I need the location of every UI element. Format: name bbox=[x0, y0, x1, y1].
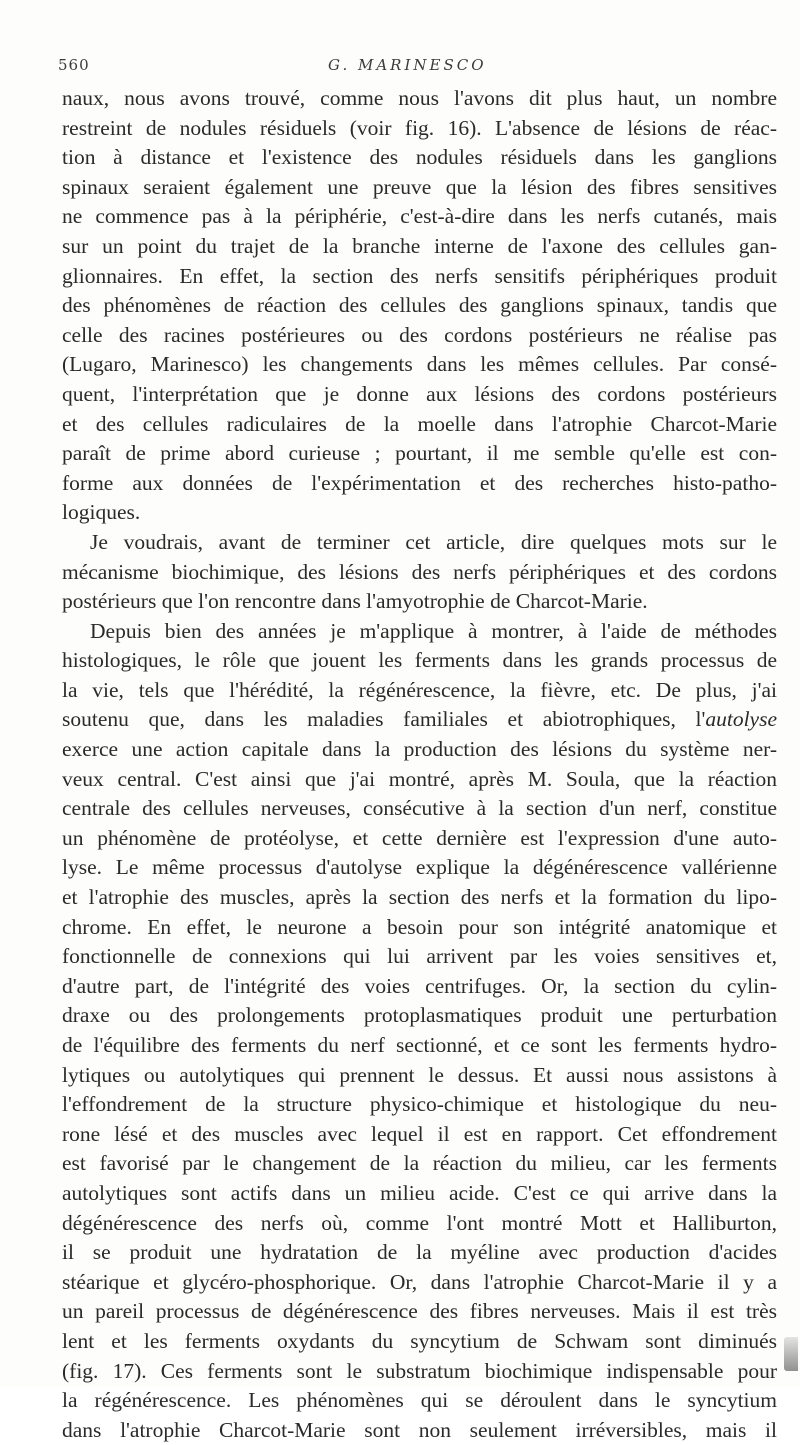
text-line: dans l'atrophie Charcot-Marie sont non seulement irréversibles, mais il bbox=[62, 1417, 777, 1442]
text-line: lytiques ou autolytiques qui prennent le dessus. Et aussi nous assistons à bbox=[62, 1062, 777, 1087]
text-line: la régénérescence. Les phénomènes qui se déroulent dans le syncytium bbox=[62, 1388, 777, 1413]
text-line: l'effondrement de la structure physico-chimique et histologique du neu- bbox=[62, 1092, 777, 1117]
page-edge-shadow bbox=[784, 1337, 798, 1371]
text-line: Depuis bien des années je m'applique à montrer, à l'aide de méthodes bbox=[90, 618, 777, 643]
emphasized-word: autolyse bbox=[705, 707, 777, 732]
body-text bbox=[62, 84, 777, 1445]
text-line: paraît de prime abord curieuse ; pourtant, il me semble qu'elle est con- bbox=[62, 441, 777, 466]
text-line: naux, nous avons trouvé, comme nous l'avons dit plus haut, un nombre bbox=[62, 86, 777, 110]
text-line: autolytiques sont actifs dans un milieu acide. C'est ce qui arrive dans la bbox=[62, 1180, 777, 1205]
paragraph bbox=[62, 617, 777, 1445]
text-line: (fig. 17). Ces ferments sont le substratum biochimique indispensable pour bbox=[62, 1358, 777, 1383]
text-line: et l'atrophie des muscles, après la section des nerfs et la formation du lipo- bbox=[62, 885, 777, 910]
text-line: veux central. C'est ainsi que j'ai montré, après M. Soula, que la réaction bbox=[62, 766, 777, 791]
text-line: fonctionnelle de connexions qui lui arrivent par les voies sensitives et, bbox=[62, 944, 777, 969]
text-line: glionnaires. En effet, la section des nerfs sensitifs périphériques produit bbox=[62, 263, 777, 288]
text-line: la vie, tels que l'hérédité, la régénérescence, la fièvre, etc. De plus, j'ai bbox=[62, 677, 777, 702]
text-line: d'autre part, de l'intégrité des voies centrifuges. Or, la section du cylin- bbox=[62, 973, 777, 998]
text-line: dégénérescence des nerfs où, comme l'ont montré Mott et Halliburton, bbox=[62, 1210, 777, 1235]
text-line: celle des racines postérieures ou des cordons postérieurs ne réalise pas bbox=[62, 322, 777, 347]
running-head: G. MARINESCO bbox=[328, 56, 487, 74]
page-header bbox=[58, 56, 738, 80]
text-line: mécanisme biochimique, des lésions des nerfs périphériques et des cordons bbox=[62, 559, 777, 584]
text-line: tion à distance et l'existence des nodules résiduels dans les ganglions bbox=[62, 145, 777, 170]
text-line: et des cellules radiculaires de la moelle dans l'atrophie Charcot-Marie bbox=[62, 411, 777, 436]
text-line: histologiques, le rôle que jouent les ferments dans les grands processus de bbox=[62, 648, 777, 673]
text-line: rone lésé et des muscles avec lequel il est en rapport. Cet effondrement bbox=[62, 1121, 777, 1146]
text-line: lent et les ferments oxydants du syncytium de Schwam sont diminués bbox=[62, 1328, 777, 1353]
page-number: 560 bbox=[58, 56, 90, 74]
text-line: un pareil processus de dégénérescence des fibres nerveuses. Mais il est très bbox=[62, 1299, 777, 1324]
text-line: Je voudrais, avant de terminer cet article, dire quelques mots sur le bbox=[90, 529, 777, 554]
text-line: chrome. En effet, le neurone a besoin pour son intégrité anatomique et bbox=[62, 914, 777, 939]
paragraph bbox=[62, 528, 777, 617]
text-line: draxe ou des prolongements protoplasmatiques produit une perturbation bbox=[62, 1003, 777, 1028]
text-line: logiques. bbox=[62, 500, 141, 525]
text-line: (Lugaro, Marinesco) les changements dans les mêmes cellules. Par consé- bbox=[62, 352, 777, 377]
text-line: stéarique et glycéro-phosphorique. Or, dans l'atrophie Charcot-Marie il y a bbox=[62, 1269, 777, 1294]
text-line: sur un point du trajet de la branche interne de l'axone des cellules gan- bbox=[62, 233, 777, 258]
text-line: il se produit une hydratation de la myéline avec production d'acides bbox=[62, 1240, 777, 1265]
text-line: spinaux seraient également une preuve que la lésion des fibres sensitives bbox=[62, 174, 777, 199]
text-line: centrale des cellules nerveuses, consécutive à la section d'un nerf, constitue bbox=[62, 796, 777, 821]
paragraph bbox=[62, 84, 777, 528]
text-line: forme aux données de l'expérimentation et des recherches histo-patho- bbox=[62, 470, 777, 495]
text-line: postérieurs que l'on rencontre dans l'amyotrophie de Charcot-Marie. bbox=[62, 589, 648, 614]
text-line: ne commence pas à la périphérie, c'est-à-dire dans les nerfs cutanés, mais bbox=[62, 204, 777, 229]
text-line: quent, l'interprétation que je donne aux lésions des cordons postérieurs bbox=[62, 381, 777, 406]
text-line: un phénomène de protéolyse, et cette dernière est l'expression d'une auto- bbox=[62, 825, 777, 850]
text-line: exerce une action capitale dans la production des lésions du système ner- bbox=[62, 737, 777, 762]
text-line: de l'équilibre des ferments du nerf sectionné, et ce sont les ferments hydro- bbox=[62, 1033, 777, 1057]
text-line: soutenu que, dans les maladies familiales et abiotrophiques, l'autolyse bbox=[62, 707, 777, 732]
text-line: est favorisé par le changement de la réaction du milieu, car les ferments bbox=[62, 1151, 777, 1176]
text-line: des phénomènes de réaction des cellules des ganglions spinaux, tandis que bbox=[62, 293, 777, 318]
text-line: restreint de nodules résiduels (voir fig. 16). L'absence de lésions de réac- bbox=[62, 115, 777, 140]
text-line: lyse. Le même processus d'autolyse explique la dégénérescence vallérienne bbox=[62, 855, 777, 880]
